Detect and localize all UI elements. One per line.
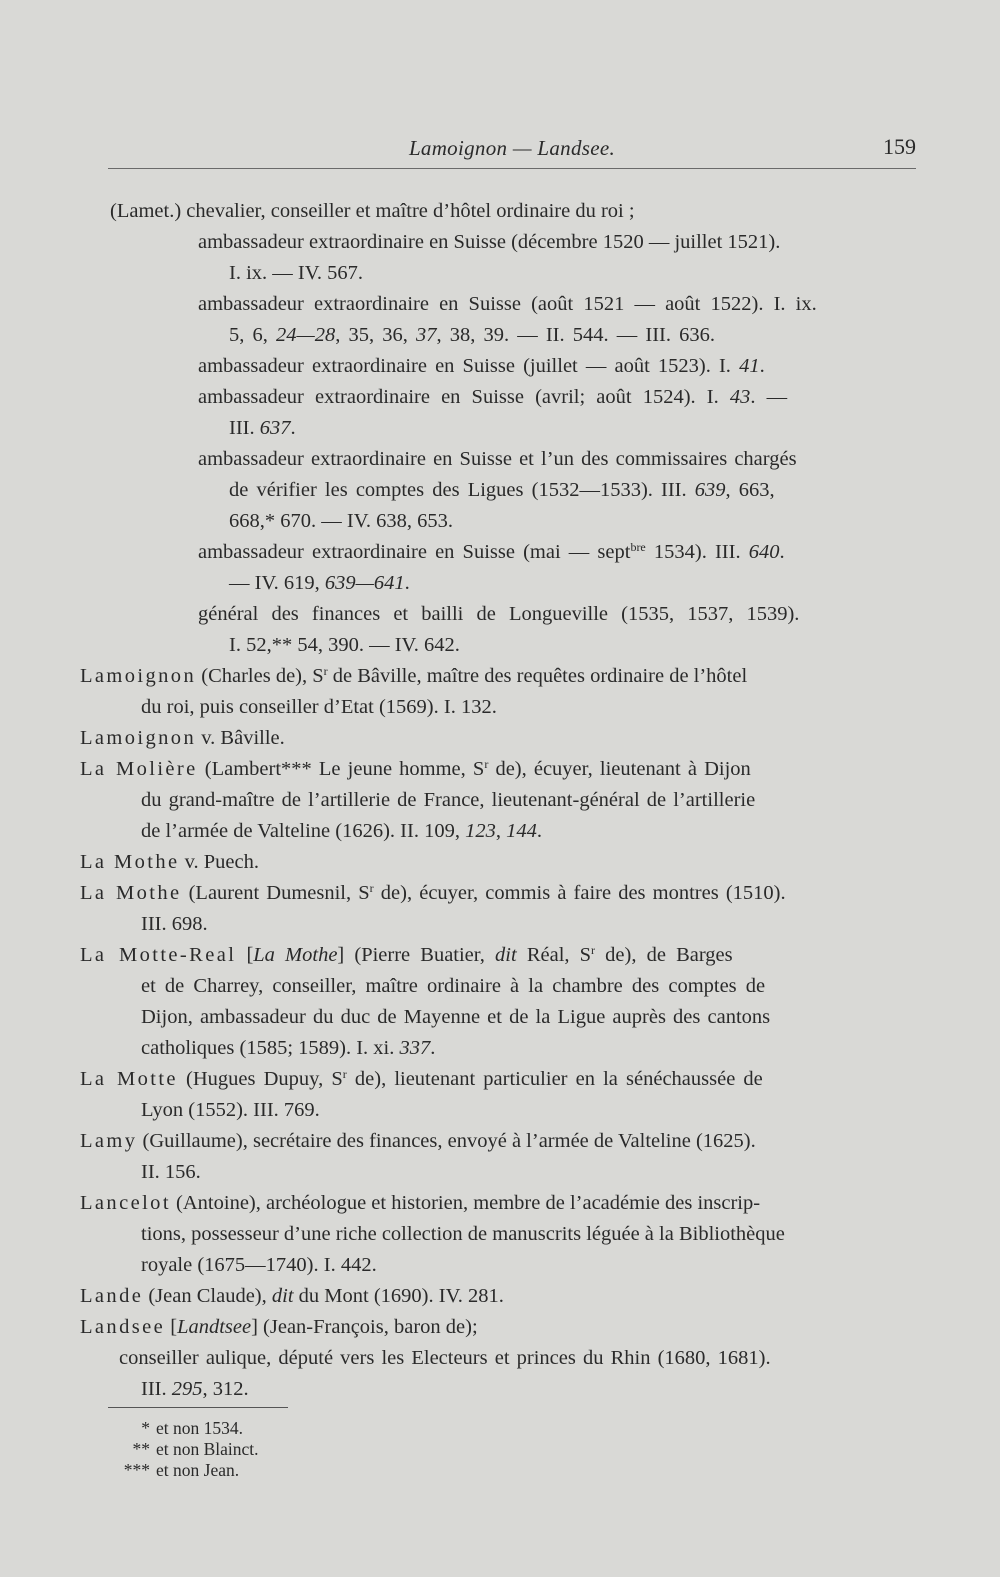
text-line: Dijon, ambassadeur du duc de Mayenne et de la Ligue auprès des cantons xyxy=(141,1006,771,1028)
text-line: catholiques (1585; 1589). I. xi. 337. xyxy=(141,1037,436,1059)
text-line: de l’armée de Valteline (1626). II. 109, 123, 144. xyxy=(141,820,542,842)
page-number: 159 xyxy=(883,134,916,159)
text-line: III. 295, 312. xyxy=(141,1378,249,1400)
entry-name: Lande xyxy=(80,1285,144,1307)
footnote-1: * et non 1534. xyxy=(141,1418,244,1438)
text-line: ambassadeur extraordinaire en Suisse (août 1521 — août 1522). I. ix. xyxy=(198,293,817,315)
entry-name: La Motte-Real xyxy=(80,944,237,966)
entry-name: Lancelot xyxy=(80,1192,171,1214)
text-line: et de Charrey, conseiller, maître ordinaire à la chambre des comptes de xyxy=(141,975,766,997)
text-line: 668,* 670. — IV. 638, 653. xyxy=(229,510,453,532)
text-line: ambassadeur extraordinaire en Suisse (avril; août 1524). I. 43. — xyxy=(198,386,788,408)
entry-landsee: Landsee [Landtsee] (Jean-François, baron de); xyxy=(80,1316,478,1338)
entry-name: Lamoignon xyxy=(80,665,197,687)
text-line: III. 637. xyxy=(229,417,296,439)
text-line: I. ix. — IV. 567. xyxy=(229,262,364,284)
entry-lande: Lande (Jean Claude), dit du Mont (1690). IV. 281. xyxy=(80,1285,504,1307)
text-line: II. 156. xyxy=(141,1161,201,1183)
entry-name: La Mothe xyxy=(80,882,182,904)
text-line: ambassadeur extraordinaire en Suisse (décembre 1520 — juillet 1521). xyxy=(198,231,781,253)
footnote-rule xyxy=(108,1407,288,1408)
entry-name: La Motte xyxy=(80,1068,178,1090)
text-line: III. 698. xyxy=(141,913,208,935)
text-line: royale (1675—1740). I. 442. xyxy=(141,1254,377,1276)
footnote-3: *** et non Jean. xyxy=(123,1460,240,1480)
text-line: (Lamet.) chevalier, conseiller et maître d’hôtel ordinaire du roi ; xyxy=(110,200,635,222)
text-line: 5, 6, 24—28, 35, 36, 37, 38, 39. — II. 544. — III. 636. xyxy=(229,324,715,346)
entry-lamy: Lamy (Guillaume), secrétaire des finances, envoyé à l’armée de Valteline (1625). xyxy=(80,1130,756,1152)
entry-name: La Mothe xyxy=(80,851,180,873)
text-line: Lyon (1552). III. 769. xyxy=(141,1099,320,1121)
entry-name: Lamoignon xyxy=(80,727,197,749)
entry-name: Landsee xyxy=(80,1316,166,1338)
entry-lancelot: Lancelot (Antoine), archéologue et historien, membre de l’académie des inscrip- xyxy=(80,1192,761,1214)
entry-name: Lamy xyxy=(80,1130,138,1152)
entry-la-motte-real: La Motte-Real [La Mothe] (Pierre Buatier, dit Réal, $S^r$ de), de Barges xyxy=(80,943,733,966)
entry-lamoignon: Lamoignon (Charles de), $S^r$ de Bâville, maître des requêtes ordinaire de l’hôtel xyxy=(80,664,748,687)
text-line: de vérifier les comptes des Ligues (1532—1533). III. 639, 663, xyxy=(229,479,775,501)
entry-la-moliere: La Molière (Lambert*** Le jeune homme, $S^r$ de), écuyer, lieutenant à Dijon xyxy=(80,757,751,780)
entry-la-mothe-ref: La Mothe v. Puech. xyxy=(80,851,259,873)
entry-la-mothe: La Mothe (Laurent Dumesnil, $S^r$ de), écuyer, commis à faire des montres (1510). xyxy=(80,881,786,904)
entry-lamoignon-ref: Lamoignon v. Bâville. xyxy=(80,727,285,749)
page-header xyxy=(108,128,916,169)
text-line: conseiller aulique, député vers les Electeurs et princes du Rhin (1680, 1681). xyxy=(119,1347,771,1369)
text-line: du roi, puis conseiller d’Etat (1569). I. 132. xyxy=(141,696,497,718)
text-line: ambassadeur extraordinaire en Suisse et l’un des commissaires chargés xyxy=(198,448,797,470)
text-line: ambassadeur extraordinaire en Suisse (mai — sept$^{bre}$ 1534). III. 640. xyxy=(198,540,785,563)
text-line: ambassadeur extraordinaire en Suisse (juillet — août 1523). I. 41. xyxy=(198,355,765,377)
text-line: du grand-maître de l’artillerie de France, lieutenant-général de l’artillerie xyxy=(141,789,756,811)
running-title: Lamoignon — Landsee. xyxy=(408,136,616,160)
entry-name: La Molière xyxy=(80,758,198,780)
text-line: général des finances et bailli de Longueville (1535, 1537, 1539). xyxy=(198,603,800,625)
text-line: — IV. 619, 639—641. xyxy=(229,572,410,594)
text-line: I. 52,** 54, 390. — IV. 642. xyxy=(229,634,460,656)
footnote-2: ** et non Blainct. xyxy=(132,1439,259,1459)
text-line: tions, possesseur d’une riche collection de manuscrits léguée à la Bibliothèque xyxy=(141,1223,785,1245)
entry-la-motte: La Motte (Hugues Dupuy, $S^r$ de), lieutenant particulier en la sénéchaussée de xyxy=(80,1067,763,1090)
